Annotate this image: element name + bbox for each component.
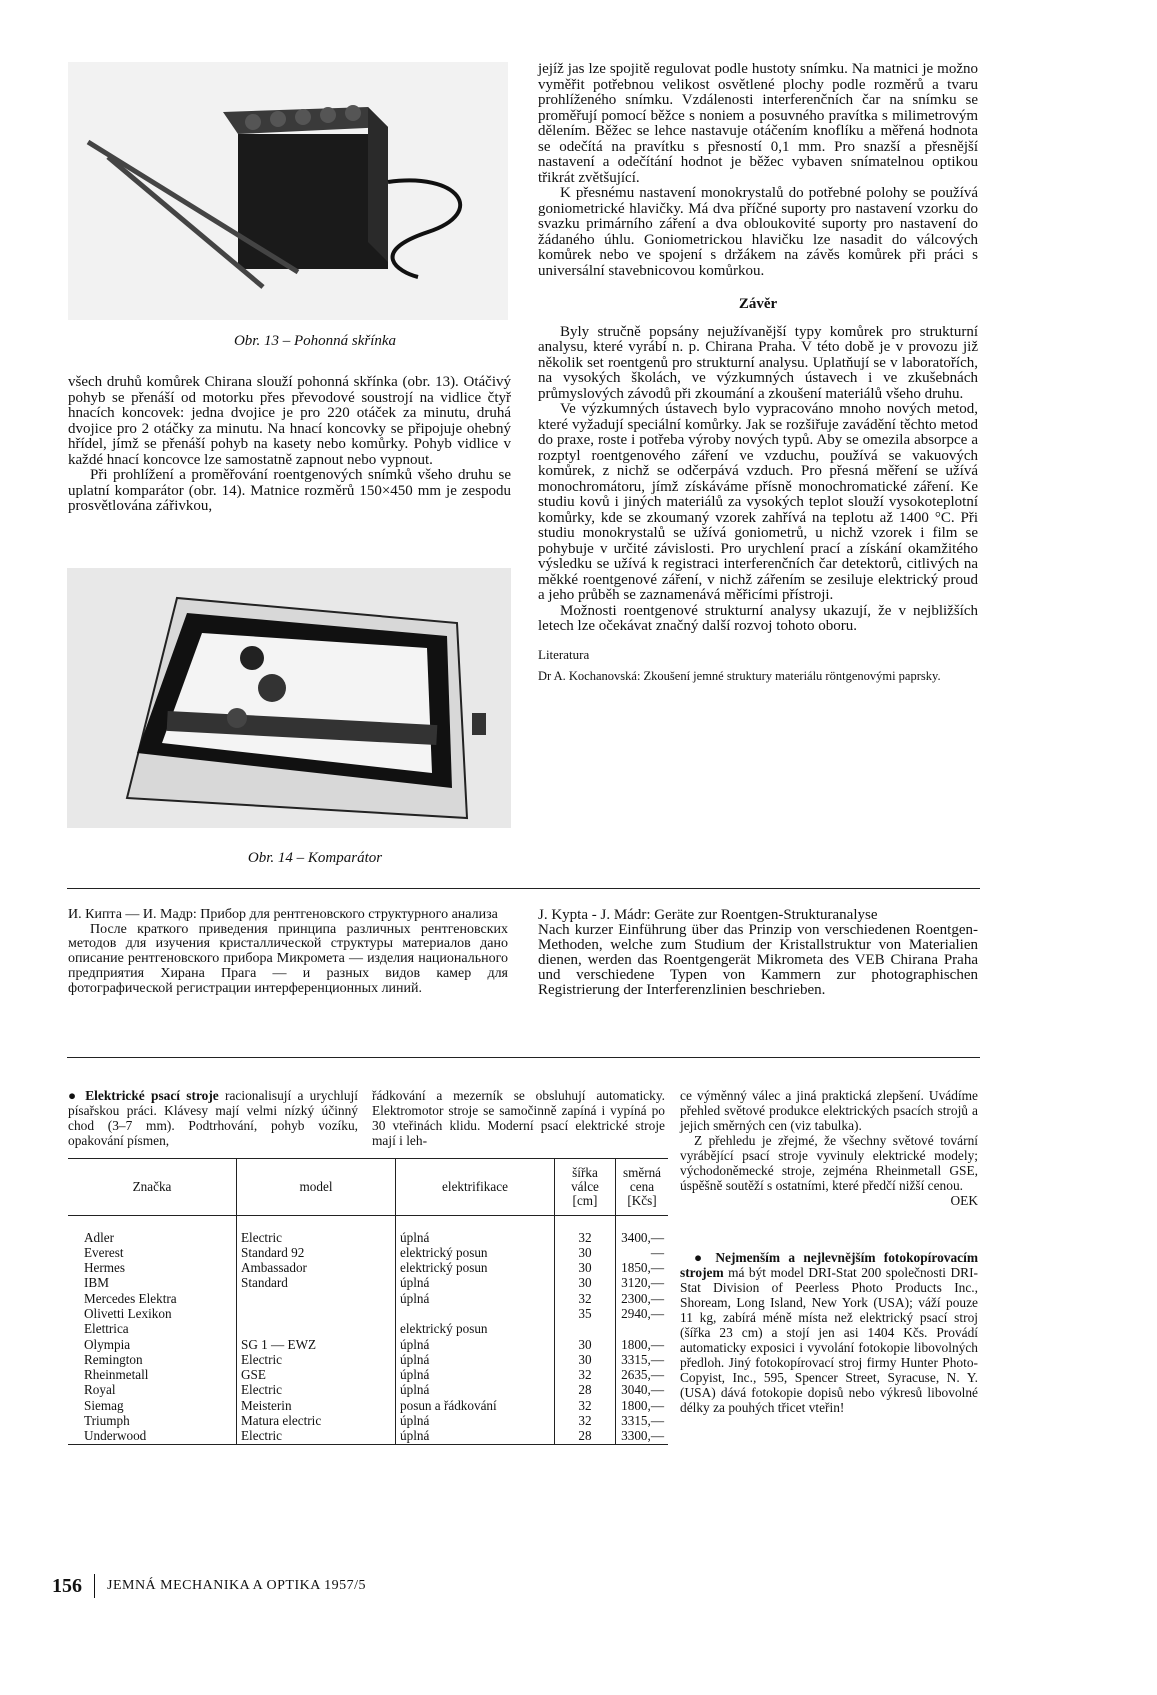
typewriter-news-text-d: Z přehledu je zřejmé, že všechny světové tovární vyrábějící psací stroje vyvinuly elektrické modely; východoněmecké stroje, zejména Rheinmetall GSE, úspěšně soutěží s ostatními, které předčí nižší cenou.: [680, 1133, 978, 1193]
typewriter-news-lead: Elektrické psací stroje: [85, 1088, 219, 1103]
table-row: [68, 1337, 668, 1352]
divider-news: [67, 1057, 980, 1058]
typewriter-news-col-c: [680, 1088, 978, 1208]
table-cell: Standard 92: [237, 1245, 396, 1260]
table-row: [68, 1367, 668, 1382]
figure-13-caption: Obr. 13 – Pohonná skřínka: [233, 333, 397, 349]
drive-box-illustration: [68, 62, 508, 320]
table-row: [68, 1245, 668, 1260]
table-cell: úplná: [396, 1367, 555, 1382]
table-cell: 28: [555, 1382, 616, 1397]
table-row: [68, 1306, 668, 1321]
table-cell: [237, 1321, 396, 1336]
table-cell: Underwood: [68, 1428, 237, 1443]
zaver-heading: Závěr: [738, 296, 778, 312]
table-cell: Everest: [68, 1245, 237, 1260]
table-cell: SG 1 — EWZ: [237, 1337, 396, 1352]
bullet-icon: ●: [68, 1088, 86, 1103]
zaver-paragraph-3: Možnosti roentgenové strukturní analysy ukazují, že v nejbližších letech lze očekávat značný další rozvoj tohoto oboru.: [538, 602, 978, 634]
table-cell: 2940,—: [621, 1305, 664, 1321]
table-cell: Mercedes Elektra: [68, 1291, 237, 1306]
table-cell: 3040,—: [621, 1382, 664, 1398]
table-cell: 3120,—: [621, 1275, 664, 1291]
table-row: [68, 1291, 668, 1306]
table-cell: Olivetti Lexikon: [68, 1306, 237, 1321]
table-cell: úplná: [396, 1352, 555, 1367]
table-cell: Royal: [68, 1382, 237, 1397]
table-cell: elektrický posun: [396, 1245, 555, 1260]
table-row: [68, 1428, 668, 1443]
table-cell: [237, 1306, 396, 1321]
table-cell: 3315,—: [621, 1351, 664, 1367]
table-header-brand: Značka: [68, 1159, 237, 1215]
table-body: [68, 1215, 668, 1444]
table-cell: 30: [555, 1260, 616, 1275]
table-cell: [555, 1321, 616, 1336]
table-header-model: model: [237, 1159, 396, 1215]
right-column-text: [538, 62, 978, 684]
comparator-illustration: [67, 568, 511, 828]
table-row: [68, 1321, 668, 1336]
table-cell: 2635,—: [621, 1367, 664, 1383]
table-row: [68, 1215, 668, 1245]
table-cell: 28: [555, 1428, 616, 1443]
table-cell: Matura electric: [237, 1413, 396, 1428]
zaver-paragraph-1: Byly stručně popsány nejužívanější typy komůrek pro strukturní analysu, které vyrábí n. p. Chirana Praha. V této době je v provozu již několik set roentgenů pro strukturní analysu. Uplatňují se v laboratořích, na vysokých školách, ve výzkumných ústavech i ve zkušebnách průmyslových závodů při zkoumání a zkoušení materiálů všeho druhu.: [538, 323, 978, 402]
table-cell: úplná: [396, 1382, 555, 1397]
page-number: 156: [52, 1574, 82, 1597]
table-cell: elektrický posun: [396, 1321, 555, 1336]
figure-14-photo: [67, 568, 511, 828]
page-footer: [52, 1574, 366, 1598]
photocopier-news-text: má být model DRI-Stat 200 společnosti DRI-Stat Division of Peerless Photo Products Inc., Shoream, Long Island, New York (USA); váží pouze 11 kg, zabírá méně místa než elektrický psací stroj (šířka 23 cm) a stojí jen asi 1404 Kčs. Provádí automaticky exposici i vyvolání fotokopie libovolných předloh. Jiný fotokopírovací stroj firmy Hunter Photo-Copyist, Inc., 595, Spencer Street, Syracuse, N. Y. (USA) dává fotokopie dopisů nebo výkresů libovolné délky za pouhých třicet vteřin!: [680, 1265, 978, 1415]
table-cell: Elettrica: [68, 1321, 237, 1336]
table-row: [68, 1260, 668, 1275]
table-header-width: šířka válce [cm]: [555, 1159, 616, 1215]
right-paragraph-1: jejíž jas lze spojitě regulovat podle hustoty snímku. Na matnici je možno vyměřit potřebnou velikost osvětlené plochy podle rozměrů a tvaru prohlíženého snímku. Vzdálenosti interferenčních čar na snímku se proměřují pomocí běžce s noniem a posuvného pravítka s milimetrovým dělením. Běžec se lehce nastavuje otáčením knoflíku a měřená hodnota se odečítá na pravítku s přesností 0,1 mm. Pro snazší a přesnější nastavení a odečítání hodnot je běžec vybaven snímatelnou optikou třikrát zvětšující.: [538, 61, 978, 186]
table-cell: 3400,—: [621, 1229, 664, 1245]
table-cell: úplná: [396, 1291, 555, 1306]
right-paragraph-2: K přesnému nastavení monokrystalů do potřebné polohy se používá goniometrické hlavičky. Má dva příčné suporty pro nastavení vzorku do svazku primárního záření a dva obloukovité suporty pro nastavení do žádaného úhlu. Goniometrickou hlavičku lze nasadit do válcových komůrek nebo ve spojení s držákem na závěs komůrek při práci s universální stavebnicovou komůrkou.: [538, 185, 978, 279]
typewriter-table: [68, 1158, 668, 1445]
table-cell: 1800,—: [621, 1397, 664, 1413]
table-cell: Standard: [237, 1275, 396, 1290]
table-cell: 3315,—: [621, 1413, 664, 1429]
bullet-icon: ●: [694, 1250, 716, 1265]
figure-13-photo: [68, 62, 508, 320]
table-cell: [396, 1306, 555, 1321]
table-cell: 32: [555, 1215, 616, 1245]
typewriter-news-text-a: racionalisují a urychlují písařskou práci. Klávesy mají velmi nízký účinný chod (3–7 mm). Podtrhování, pohyb vozíku, opakování písmen,: [68, 1088, 358, 1148]
literature-heading: Literatura: [538, 646, 590, 662]
table-cell: Siemag: [68, 1398, 237, 1413]
table-cell: Meisterin: [237, 1398, 396, 1413]
table-cell: 3300,—: [621, 1428, 664, 1444]
table-cell: Electric: [237, 1352, 396, 1367]
table-row: [68, 1413, 668, 1428]
zaver-paragraph-2: Ve výzkumných ústavech bylo vypracováno mnoho nových metod, které vyžadují speciální komůrky. Jak se rozšiřuje zavádění těchto metod do praxe, roste i potřeba výroby nových typů. Aby se omezila absorpce a rozptyl roentgenového záření ve vzduchu, používá se vakuových komůrek, z nichž se odčerpává vzduch. Pro přesná měření se užívá monochromátoru, jímž získáváme přísně monochromatické záření. Ke studiu kovů i jiných materiálů za vysokých teplot slouží vysokoteplotní komůrky, kde se zkoumaný vzorek zahřívá na teplotu až 1400 °C. Při studiu monokrystalů se užívá goniometrů, u nichž vzorek i film se pohybuje v určité závislosti. Pro urychlení prací a získání okamžitého výsledku se užívá k registraci interferenčních čar detektorů, citlivých na měkké roentgenové záření, v nichž zářením se zesiluje elektrický proud a jeho průběh se zaznamenává měřicími přístroji.: [538, 401, 978, 603]
table-cell: 32: [555, 1367, 616, 1382]
table-cell: elektrický posun: [396, 1260, 555, 1275]
table-cell: úplná: [396, 1275, 555, 1290]
photocopier-news-lead: Nejmenším a nejlevnějším fotokopírovacím strojem: [680, 1250, 979, 1280]
table-cell: úplná: [396, 1215, 555, 1245]
table-cell: úplná: [396, 1337, 555, 1352]
table-cell: —: [650, 1244, 664, 1260]
summary-russian-title: И. Кипта — И. Мадр: Прибор для рентгеновского структурного анализа: [68, 907, 498, 922]
table-cell: 35: [555, 1306, 616, 1321]
table-cell: Remington: [68, 1352, 237, 1367]
table-cell: Triumph: [68, 1413, 237, 1428]
table-cell: 32: [555, 1413, 616, 1428]
summary-german: [538, 908, 978, 998]
table-cell: Rheinmetall: [68, 1367, 237, 1382]
table-cell: [237, 1291, 396, 1306]
typewriter-news-col-a: [68, 1088, 358, 1148]
typewriter-news-signature: OEK: [950, 1193, 978, 1208]
table-cell: 30: [555, 1352, 616, 1367]
table-cell: posun a řádkování: [396, 1398, 555, 1413]
table-cell: IBM: [68, 1275, 237, 1290]
table-header-electrification: elektrifikace: [396, 1159, 555, 1215]
table-cell: [616, 1321, 669, 1336]
table-cell: 30: [555, 1337, 616, 1352]
table-cell: 32: [555, 1291, 616, 1306]
typewriter-news-text-c: ce výměnný válec a jiná praktická zlepšení. Uvádíme přehled světové produkce elektrických psacích strojů a jejich směrných cen (viz tabulka).: [680, 1088, 978, 1133]
literature-entry: Dr A. Kochanovská: Zkoušení jemné struktury materiálu röntgenovými paprsky.: [538, 669, 941, 683]
summary-russian-text: После краткого приведения принципа различных рентгеновских методов для изучения кристаллической структуры материалов дано описание рентгеновского прибора Микромета — изделия национального предприятия Хирана Прага — и разных видов камер для фотографической регистрации интерференционных линий.: [68, 921, 508, 996]
left-paragraph-1: všech druhů komůrek Chirana slouží pohonná skřínka (obr. 13). Otáčivý pohyb se přenáší od motorku přes převodové soustrojí na vidlice čtyř hnacích koncovek: jedna dvojice je pro 220 otáček za minutu, druhá dvojice pro 2 otáčky za minutu. Na hnací koncovky se připojuje ohebný hřídel, jímž se přenáší pohyb na kasety nebo komůrky. Pohyb vidlice v každé hnací koncovce lze samostatně zapnout nebo vypnout.: [68, 374, 511, 468]
typewriter-news-col-b: [372, 1088, 665, 1148]
left-column-text: [68, 375, 511, 515]
summary-russian: [68, 908, 508, 996]
table-cell: Electric: [237, 1382, 396, 1397]
left-paragraph-2: Při prohlížení a proměřování roentgenových snímků všeho druhu se uplatní komparátor (obr. 14). Matnice rozměrů 150×450 mm je zespodu prosvětlována zářivkou,: [68, 467, 511, 514]
table-row: [68, 1275, 668, 1290]
table-cell: 32: [555, 1398, 616, 1413]
table-header-row: [68, 1159, 668, 1215]
table-cell: GSE: [237, 1367, 396, 1382]
table-cell: Ambassador: [237, 1260, 396, 1275]
figure-14-caption: Obr. 14 – Komparátor: [247, 850, 383, 866]
typewriter-price-table: [68, 1159, 668, 1444]
table-cell: úplná: [396, 1413, 555, 1428]
photocopier-news: [680, 1250, 978, 1415]
table-cell: 1850,—: [621, 1260, 664, 1276]
typewriter-news-text-b: řádkování a mezerník se obsluhují automaticky. Elektromotor stroje se samočinně zapíná i vypíná po 30 vteřinách klidu. Moderní psací elektrické stroje mají i leh-: [372, 1088, 665, 1148]
table-row: [68, 1352, 668, 1367]
summary-german-text: Nach kurzer Einführung über das Prinzip von verschiedenen Roentgen-Methoden, welche zum Studium der Kristallstruktur von Materialien dienen, werden das Roentgengerät Mikrometa des VEB Chirana Praha und verschiedene Typen von Kammern zur photographischen Registrierung der Interferenzlinien beschrieben.: [538, 922, 978, 998]
table-cell: 2300,—: [621, 1290, 664, 1306]
table-cell: úplná: [396, 1428, 555, 1443]
table-row: [68, 1398, 668, 1413]
table-cell: Electric: [237, 1215, 396, 1245]
table-cell: Electric: [237, 1428, 396, 1443]
table-cell: Hermes: [68, 1260, 237, 1275]
table-row: [68, 1382, 668, 1397]
table-cell: Adler: [68, 1215, 237, 1245]
table-header-price: směrná cena [Kčs]: [616, 1159, 669, 1215]
summary-german-title: J. Kypta - J. Mádr: Geräte zur Roentgen-Strukturanalyse: [538, 907, 878, 923]
table-cell: 30: [555, 1275, 616, 1290]
divider-summaries: [67, 888, 980, 889]
table-cell: 30: [555, 1245, 616, 1260]
journal-name: JEMNÁ MECHANIKA A OPTIKA 1957/5: [107, 1578, 366, 1593]
table-cell: 1800,—: [621, 1336, 664, 1352]
footer-separator: [94, 1574, 95, 1598]
table-cell: Olympia: [68, 1337, 237, 1352]
